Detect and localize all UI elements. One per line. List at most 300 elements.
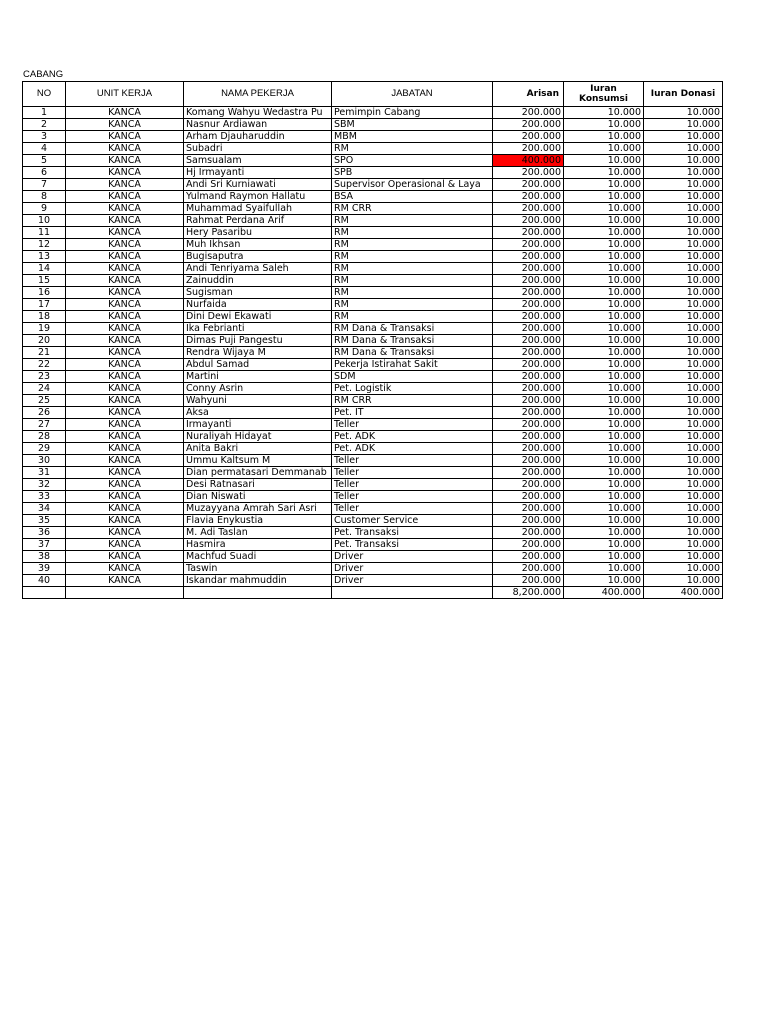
cell-nama-pekerja[interactable]: Andi Sri Kurniawati (184, 179, 332, 191)
cell-unit-kerja[interactable]: KANCA (66, 419, 184, 431)
cell-jabatan[interactable]: Pekerja Istirahat Sakit (332, 359, 493, 371)
cell-nama-pekerja[interactable]: Muhammad Syaifullah (184, 203, 332, 215)
cell-unit-kerja[interactable]: KANCA (66, 227, 184, 239)
cell-no[interactable]: 32 (23, 479, 66, 491)
cell-iuran-donasi[interactable]: 10.000 (644, 503, 723, 515)
cell-no[interactable]: 31 (23, 467, 66, 479)
cell-arisan[interactable]: 200.000 (493, 131, 564, 143)
cell-iuran-donasi[interactable]: 10.000 (644, 347, 723, 359)
cell-jabatan[interactable]: MBM (332, 131, 493, 143)
cell-no[interactable]: 40 (23, 575, 66, 587)
cell-unit-kerja[interactable]: KANCA (66, 203, 184, 215)
cell-iuran-donasi[interactable]: 10.000 (644, 311, 723, 323)
cell-arisan[interactable]: 200.000 (493, 383, 564, 395)
cell-no[interactable]: 2 (23, 119, 66, 131)
cell-no[interactable]: 35 (23, 515, 66, 527)
cell-nama-pekerja[interactable]: Andi Tenriyama Saleh (184, 263, 332, 275)
cell-arisan[interactable]: 200.000 (493, 167, 564, 179)
cell-no[interactable]: 12 (23, 239, 66, 251)
cell-iuran-donasi[interactable]: 10.000 (644, 119, 723, 131)
cell-iuran-donasi[interactable]: 10.000 (644, 215, 723, 227)
cell-no[interactable]: 29 (23, 443, 66, 455)
cell-nama-pekerja[interactable]: Muzayyana Amrah Sari Asri (184, 503, 332, 515)
cell-iuran-donasi[interactable]: 10.000 (644, 239, 723, 251)
header-no[interactable]: NO (23, 82, 66, 107)
cell-no[interactable]: 33 (23, 491, 66, 503)
cell-unit-kerja[interactable]: KANCA (66, 575, 184, 587)
cell-iuran-donasi[interactable]: 10.000 (644, 455, 723, 467)
cell-unit-kerja[interactable]: KANCA (66, 527, 184, 539)
cell-arisan[interactable]: 200.000 (493, 287, 564, 299)
cell-jabatan[interactable]: RM Dana & Transaksi (332, 323, 493, 335)
cell-iuran-konsumsi[interactable]: 10.000 (564, 467, 644, 479)
cell-iuran-konsumsi[interactable]: 10.000 (564, 527, 644, 539)
cell-iuran-konsumsi[interactable]: 10.000 (564, 395, 644, 407)
cell-iuran-donasi[interactable]: 10.000 (644, 299, 723, 311)
cell-jabatan[interactable]: Pet. ADK (332, 443, 493, 455)
cell-arisan[interactable]: 200.000 (493, 539, 564, 551)
cell-iuran-konsumsi[interactable]: 10.000 (564, 323, 644, 335)
cell-arisan[interactable]: 200.000 (493, 263, 564, 275)
cell-nama-pekerja[interactable]: Irmayanti (184, 419, 332, 431)
table-row (23, 395, 723, 407)
cell-jabatan[interactable]: RM (332, 311, 493, 323)
cell-jabatan[interactable]: Supervisor Operasional & Laya (332, 179, 493, 191)
cell-iuran-konsumsi[interactable]: 10.000 (564, 143, 644, 155)
cell-nama-pekerja[interactable]: Flavia Enykustia (184, 515, 332, 527)
cell-iuran-konsumsi[interactable]: 10.000 (564, 179, 644, 191)
cell-iuran-donasi[interactable]: 10.000 (644, 383, 723, 395)
cell-arisan[interactable]: 200.000 (493, 215, 564, 227)
cell-iuran-donasi[interactable]: 10.000 (644, 395, 723, 407)
cell-no[interactable]: 36 (23, 527, 66, 539)
cell-unit-kerja[interactable]: KANCA (66, 563, 184, 575)
cell-nama-pekerja[interactable]: Dini Dewi Ekawati (184, 311, 332, 323)
cell-nama-pekerja[interactable]: Sugisman (184, 287, 332, 299)
cell-nama-pekerja[interactable]: Samsualam (184, 155, 332, 167)
cell-no[interactable]: 34 (23, 503, 66, 515)
cell-iuran-konsumsi[interactable]: 10.000 (564, 167, 644, 179)
cell-nama-pekerja[interactable]: Nurfaida (184, 299, 332, 311)
cell-nama-pekerja[interactable]: Muh Ikhsan (184, 239, 332, 251)
cell-unit-kerja[interactable]: KANCA (66, 371, 184, 383)
cell-jabatan[interactable]: Customer Service (332, 515, 493, 527)
cell-arisan[interactable]: 200.000 (493, 203, 564, 215)
cell-iuran-donasi[interactable]: 10.000 (644, 263, 723, 275)
cell-iuran-konsumsi[interactable]: 10.000 (564, 287, 644, 299)
cell-jabatan[interactable]: Pet. Logistik (332, 383, 493, 395)
cell-iuran-konsumsi[interactable]: 10.000 (564, 443, 644, 455)
cell-arisan[interactable]: 200.000 (493, 431, 564, 443)
cell-no[interactable]: 4 (23, 143, 66, 155)
cell-no[interactable]: 23 (23, 371, 66, 383)
cell-iuran-konsumsi[interactable]: 10.000 (564, 347, 644, 359)
cell-nama-pekerja[interactable]: Wahyuni (184, 395, 332, 407)
cell-nama-pekerja[interactable]: Anita Bakri (184, 443, 332, 455)
cell-jabatan[interactable]: RM (332, 263, 493, 275)
cell-nama-pekerja[interactable]: Yulmand Raymon Hallatu (184, 191, 332, 203)
cell-iuran-donasi[interactable]: 10.000 (644, 287, 723, 299)
cell-jabatan[interactable]: RM (332, 251, 493, 263)
cell-arisan[interactable]: 200.000 (493, 347, 564, 359)
cell-iuran-konsumsi[interactable]: 10.000 (564, 383, 644, 395)
cell-iuran-konsumsi[interactable]: 10.000 (564, 299, 644, 311)
cell-arisan[interactable]: 200.000 (493, 299, 564, 311)
cell-arisan[interactable]: 200.000 (493, 515, 564, 527)
cell-iuran-donasi[interactable]: 10.000 (644, 191, 723, 203)
cell-unit-kerja[interactable]: KANCA (66, 455, 184, 467)
cell-unit-kerja[interactable]: KANCA (66, 395, 184, 407)
cell-arisan[interactable]: 200.000 (493, 455, 564, 467)
cell-jabatan[interactable]: SPO (332, 155, 493, 167)
cell-iuran-konsumsi[interactable]: 10.000 (564, 515, 644, 527)
table-row (23, 347, 723, 359)
cell-jabatan[interactable]: Teller (332, 479, 493, 491)
cell-arisan[interactable]: 200.000 (493, 143, 564, 155)
cell-arisan[interactable]: 200.000 (493, 419, 564, 431)
cell-arisan[interactable]: 200.000 (493, 191, 564, 203)
cell-iuran-donasi[interactable]: 10.000 (644, 539, 723, 551)
cell-iuran-donasi[interactable]: 10.000 (644, 227, 723, 239)
cell-jabatan[interactable]: Teller (332, 491, 493, 503)
cell-iuran-donasi[interactable]: 10.000 (644, 371, 723, 383)
cell-arisan[interactable]: 200.000 (493, 491, 564, 503)
cell-iuran-donasi[interactable]: 10.000 (644, 107, 723, 119)
cell-nama-pekerja[interactable]: Dian Niswati (184, 491, 332, 503)
cell-iuran-konsumsi[interactable]: 10.000 (564, 431, 644, 443)
cell-unit-kerja[interactable]: KANCA (66, 323, 184, 335)
cell-unit-kerja[interactable]: KANCA (66, 467, 184, 479)
cell-iuran-konsumsi[interactable]: 10.000 (564, 575, 644, 587)
cell-iuran-donasi[interactable]: 10.000 (644, 491, 723, 503)
header-jabatan[interactable]: JABATAN (332, 82, 493, 107)
cell-unit-kerja[interactable]: KANCA (66, 479, 184, 491)
cell-iuran-donasi[interactable]: 10.000 (644, 167, 723, 179)
cell-arisan[interactable]: 200.000 (493, 551, 564, 563)
cell-iuran-donasi[interactable]: 10.000 (644, 359, 723, 371)
total-donasi[interactable]: 400.000 (644, 587, 723, 599)
cell-iuran-donasi[interactable]: 10.000 (644, 407, 723, 419)
cell-jabatan[interactable]: RM CRR (332, 395, 493, 407)
cell-no[interactable]: 1 (23, 107, 66, 119)
cell-iuran-donasi[interactable]: 10.000 (644, 203, 723, 215)
cell-no[interactable]: 30 (23, 455, 66, 467)
cell-unit-kerja[interactable]: KANCA (66, 347, 184, 359)
cell-nama-pekerja[interactable]: Zainuddin (184, 275, 332, 287)
cell-jabatan[interactable]: BSA (332, 191, 493, 203)
cell-no[interactable]: 13 (23, 251, 66, 263)
cell-iuran-donasi[interactable]: 10.000 (644, 431, 723, 443)
cell-no[interactable]: 19 (23, 323, 66, 335)
cell-nama-pekerja[interactable]: Arham Djauharuddin (184, 131, 332, 143)
cell-arisan[interactable]: 200.000 (493, 563, 564, 575)
cell-no[interactable]: 26 (23, 407, 66, 419)
cell-nama-pekerja[interactable]: Dian permatasari Demmanab (184, 467, 332, 479)
cell-no[interactable]: 27 (23, 419, 66, 431)
cell-iuran-donasi[interactable]: 10.000 (644, 443, 723, 455)
cell-nama-pekerja[interactable]: Taswin (184, 563, 332, 575)
cell-iuran-konsumsi[interactable]: 10.000 (564, 251, 644, 263)
cell-iuran-konsumsi[interactable]: 10.000 (564, 419, 644, 431)
totals-empty-jabatan[interactable] (332, 587, 493, 599)
cell-no[interactable]: 25 (23, 395, 66, 407)
cell-nama-pekerja[interactable]: Ika Febrianti (184, 323, 332, 335)
cell-jabatan[interactable]: RM (332, 227, 493, 239)
cell-jabatan[interactable]: Teller (332, 467, 493, 479)
cell-nama-pekerja[interactable]: Iskandar mahmuddin (184, 575, 332, 587)
cell-unit-kerja[interactable]: KANCA (66, 431, 184, 443)
cell-no[interactable]: 21 (23, 347, 66, 359)
header-iuran-konsumsi[interactable]: Iuran Konsumsi (564, 82, 644, 107)
cell-nama-pekerja[interactable]: M. Adi Taslan (184, 527, 332, 539)
cell-unit-kerja[interactable]: KANCA (66, 383, 184, 395)
cell-jabatan[interactable]: Driver (332, 563, 493, 575)
cell-arisan[interactable]: 200.000 (493, 119, 564, 131)
cell-iuran-donasi[interactable]: 10.000 (644, 323, 723, 335)
cell-nama-pekerja[interactable]: Dimas Puji Pangestu (184, 335, 332, 347)
cell-no[interactable]: 20 (23, 335, 66, 347)
cell-iuran-konsumsi[interactable]: 10.000 (564, 503, 644, 515)
cell-unit-kerja[interactable]: KANCA (66, 407, 184, 419)
cell-jabatan[interactable]: RM (332, 143, 493, 155)
cell-jabatan[interactable]: RM (332, 287, 493, 299)
cell-nama-pekerja[interactable]: Machfud Suadi (184, 551, 332, 563)
cell-jabatan[interactable]: Pet. Transaksi (332, 527, 493, 539)
cell-nama-pekerja[interactable]: Komang Wahyu Wedastra Pu (184, 107, 332, 119)
cell-unit-kerja[interactable]: KANCA (66, 107, 184, 119)
cell-jabatan[interactable]: Driver (332, 551, 493, 563)
cell-no[interactable]: 39 (23, 563, 66, 575)
cell-arisan[interactable]: 200.000 (493, 467, 564, 479)
cell-jabatan[interactable]: RM (332, 215, 493, 227)
cell-jabatan[interactable]: Pet. Transaksi (332, 539, 493, 551)
cell-jabatan[interactable]: Teller (332, 419, 493, 431)
cell-iuran-konsumsi[interactable]: 10.000 (564, 227, 644, 239)
header-nama-pekerja[interactable]: NAMA PEKERJA (184, 82, 332, 107)
cell-jabatan[interactable]: Teller (332, 503, 493, 515)
cell-iuran-donasi[interactable]: 10.000 (644, 179, 723, 191)
cell-arisan[interactable]: 200.000 (493, 251, 564, 263)
cell-unit-kerja[interactable]: KANCA (66, 311, 184, 323)
header-unit-kerja[interactable]: UNIT KERJA (66, 82, 184, 107)
cell-unit-kerja[interactable]: KANCA (66, 299, 184, 311)
cell-iuran-donasi[interactable]: 10.000 (644, 479, 723, 491)
cell-unit-kerja[interactable]: KANCA (66, 503, 184, 515)
cell-iuran-konsumsi[interactable]: 10.000 (564, 371, 644, 383)
cell-no[interactable]: 38 (23, 551, 66, 563)
cell-no[interactable]: 24 (23, 383, 66, 395)
cell-jabatan[interactable]: Driver (332, 575, 493, 587)
cell-nama-pekerja[interactable]: Martini (184, 371, 332, 383)
totals-empty-unit[interactable] (66, 587, 184, 599)
cell-iuran-donasi[interactable]: 10.000 (644, 251, 723, 263)
cell-nama-pekerja[interactable]: Bugisaputra (184, 251, 332, 263)
cell-iuran-konsumsi[interactable]: 10.000 (564, 359, 644, 371)
cell-unit-kerja[interactable]: KANCA (66, 275, 184, 287)
cell-unit-kerja[interactable]: KANCA (66, 359, 184, 371)
cell-jabatan[interactable]: SBM (332, 119, 493, 131)
cell-iuran-konsumsi[interactable]: 10.000 (564, 335, 644, 347)
cell-arisan[interactable]: 200.000 (493, 311, 564, 323)
cell-jabatan[interactable]: RM Dana & Transaksi (332, 335, 493, 347)
cell-unit-kerja[interactable]: KANCA (66, 215, 184, 227)
cell-arisan[interactable]: 400.000 (493, 155, 564, 167)
totals-empty-no[interactable] (23, 587, 66, 599)
cell-no[interactable]: 17 (23, 299, 66, 311)
cell-unit-kerja[interactable]: KANCA (66, 443, 184, 455)
cell-iuran-konsumsi[interactable]: 10.000 (564, 263, 644, 275)
cell-iuran-donasi[interactable]: 10.000 (644, 131, 723, 143)
cell-arisan[interactable]: 200.000 (493, 527, 564, 539)
cell-no[interactable]: 9 (23, 203, 66, 215)
cell-unit-kerja[interactable]: KANCA (66, 191, 184, 203)
cell-jabatan[interactable]: SPB (332, 167, 493, 179)
cell-unit-kerja[interactable]: KANCA (66, 251, 184, 263)
cell-arisan[interactable]: 200.000 (493, 575, 564, 587)
cell-no[interactable]: 11 (23, 227, 66, 239)
table-row (23, 575, 723, 587)
cell-unit-kerja[interactable]: KANCA (66, 155, 184, 167)
cell-iuran-donasi[interactable]: 10.000 (644, 335, 723, 347)
cell-no[interactable]: 28 (23, 431, 66, 443)
total-konsumsi[interactable]: 400.000 (564, 587, 644, 599)
cell-arisan[interactable]: 200.000 (493, 407, 564, 419)
cell-arisan[interactable]: 200.000 (493, 335, 564, 347)
cell-iuran-donasi[interactable]: 10.000 (644, 155, 723, 167)
cell-nama-pekerja[interactable]: Hasmira (184, 539, 332, 551)
cell-jabatan[interactable]: Teller (332, 455, 493, 467)
cell-iuran-konsumsi[interactable]: 10.000 (564, 491, 644, 503)
cell-nama-pekerja[interactable]: Nasnur Ardiawan (184, 119, 332, 131)
cell-unit-kerja[interactable]: KANCA (66, 239, 184, 251)
cell-jabatan[interactable]: RM Dana & Transaksi (332, 347, 493, 359)
cell-iuran-konsumsi[interactable]: 10.000 (564, 275, 644, 287)
cell-arisan[interactable]: 200.000 (493, 359, 564, 371)
cell-no[interactable]: 6 (23, 167, 66, 179)
cell-iuran-konsumsi[interactable]: 10.000 (564, 539, 644, 551)
cell-arisan[interactable]: 200.000 (493, 395, 564, 407)
cell-arisan[interactable]: 200.000 (493, 107, 564, 119)
cell-iuran-konsumsi[interactable]: 10.000 (564, 155, 644, 167)
cell-iuran-konsumsi[interactable]: 10.000 (564, 191, 644, 203)
cell-nama-pekerja[interactable]: Abdul Samad (184, 359, 332, 371)
cell-nama-pekerja[interactable]: Hery Pasaribu (184, 227, 332, 239)
cell-iuran-donasi[interactable]: 10.000 (644, 527, 723, 539)
cell-iuran-konsumsi[interactable]: 10.000 (564, 455, 644, 467)
cell-unit-kerja[interactable]: KANCA (66, 263, 184, 275)
total-arisan[interactable]: 8,200.000 (493, 587, 564, 599)
cell-nama-pekerja[interactable]: Rendra Wijaya M (184, 347, 332, 359)
cell-no[interactable]: 18 (23, 311, 66, 323)
cell-unit-kerja[interactable]: KANCA (66, 335, 184, 347)
cell-unit-kerja[interactable]: KANCA (66, 287, 184, 299)
cell-nama-pekerja[interactable]: Subadri (184, 143, 332, 155)
cell-iuran-donasi[interactable]: 10.000 (644, 515, 723, 527)
cell-unit-kerja[interactable]: KANCA (66, 539, 184, 551)
cell-no[interactable]: 7 (23, 179, 66, 191)
cell-no[interactable]: 16 (23, 287, 66, 299)
cell-iuran-konsumsi[interactable]: 10.000 (564, 239, 644, 251)
cell-iuran-donasi[interactable]: 10.000 (644, 575, 723, 587)
cell-nama-pekerja[interactable]: Desi Ratnasari (184, 479, 332, 491)
cell-nama-pekerja[interactable]: Hj Irmayanti (184, 167, 332, 179)
cell-arisan[interactable]: 200.000 (493, 227, 564, 239)
cell-iuran-donasi[interactable]: 10.000 (644, 419, 723, 431)
totals-empty-nama[interactable] (184, 587, 332, 599)
cell-iuran-konsumsi[interactable]: 10.000 (564, 407, 644, 419)
cell-arisan[interactable]: 200.000 (493, 371, 564, 383)
cell-iuran-donasi[interactable]: 10.000 (644, 551, 723, 563)
cell-no[interactable]: 15 (23, 275, 66, 287)
cell-unit-kerja[interactable]: KANCA (66, 179, 184, 191)
header-arisan[interactable]: Arisan (493, 82, 564, 107)
cell-jabatan[interactable]: RM (332, 239, 493, 251)
cell-unit-kerja[interactable]: KANCA (66, 143, 184, 155)
cell-iuran-donasi[interactable]: 10.000 (644, 275, 723, 287)
cell-nama-pekerja[interactable]: Rahmat Perdana Arif (184, 215, 332, 227)
table-row (23, 191, 723, 203)
cell-arisan[interactable]: 200.000 (493, 179, 564, 191)
cell-iuran-konsumsi[interactable]: 10.000 (564, 107, 644, 119)
cell-no[interactable]: 3 (23, 131, 66, 143)
cell-unit-kerja[interactable]: KANCA (66, 491, 184, 503)
cell-arisan[interactable]: 200.000 (493, 443, 564, 455)
cell-unit-kerja[interactable]: KANCA (66, 119, 184, 131)
cell-iuran-konsumsi[interactable]: 10.000 (564, 563, 644, 575)
cell-iuran-donasi[interactable]: 10.000 (644, 143, 723, 155)
cell-arisan[interactable]: 200.000 (493, 239, 564, 251)
cell-iuran-konsumsi[interactable]: 10.000 (564, 311, 644, 323)
cell-arisan[interactable]: 200.000 (493, 479, 564, 491)
cell-arisan[interactable]: 200.000 (493, 323, 564, 335)
cell-iuran-donasi[interactable]: 10.000 (644, 467, 723, 479)
cell-iuran-konsumsi[interactable]: 10.000 (564, 131, 644, 143)
cell-no[interactable]: 5 (23, 155, 66, 167)
cell-jabatan[interactable]: RM CRR (332, 203, 493, 215)
cell-no[interactable]: 14 (23, 263, 66, 275)
cell-unit-kerja[interactable]: KANCA (66, 551, 184, 563)
cell-no[interactable]: 10 (23, 215, 66, 227)
cell-iuran-konsumsi[interactable]: 10.000 (564, 551, 644, 563)
cell-jabatan[interactable]: RM (332, 275, 493, 287)
cell-iuran-konsumsi[interactable]: 10.000 (564, 479, 644, 491)
cell-no[interactable]: 22 (23, 359, 66, 371)
cell-nama-pekerja[interactable]: Ummu Kaltsum M (184, 455, 332, 467)
cell-jabatan[interactable]: Pemimpin Cabang (332, 107, 493, 119)
cell-jabatan[interactable]: SDM (332, 371, 493, 383)
cell-no[interactable]: 8 (23, 191, 66, 203)
cell-nama-pekerja[interactable]: Nuraliyah Hidayat (184, 431, 332, 443)
cell-iuran-konsumsi[interactable]: 10.000 (564, 203, 644, 215)
cell-jabatan[interactable]: Pet. ADK (332, 431, 493, 443)
cell-unit-kerja[interactable]: KANCA (66, 515, 184, 527)
cell-unit-kerja[interactable]: KANCA (66, 131, 184, 143)
cell-jabatan[interactable]: Pet. IT (332, 407, 493, 419)
header-iuran-donasi[interactable]: Iuran Donasi (644, 82, 723, 107)
cell-iuran-konsumsi[interactable]: 10.000 (564, 215, 644, 227)
cell-iuran-konsumsi[interactable]: 10.000 (564, 119, 644, 131)
cell-arisan[interactable]: 200.000 (493, 503, 564, 515)
cell-iuran-donasi[interactable]: 10.000 (644, 563, 723, 575)
cell-no[interactable]: 37 (23, 539, 66, 551)
cell-jabatan[interactable]: RM (332, 299, 493, 311)
table-row (23, 479, 723, 491)
cell-nama-pekerja[interactable]: Aksa (184, 407, 332, 419)
table-row (23, 107, 723, 119)
cell-nama-pekerja[interactable]: Conny Asrin (184, 383, 332, 395)
cell-unit-kerja[interactable]: KANCA (66, 167, 184, 179)
cell-arisan[interactable]: 200.000 (493, 275, 564, 287)
